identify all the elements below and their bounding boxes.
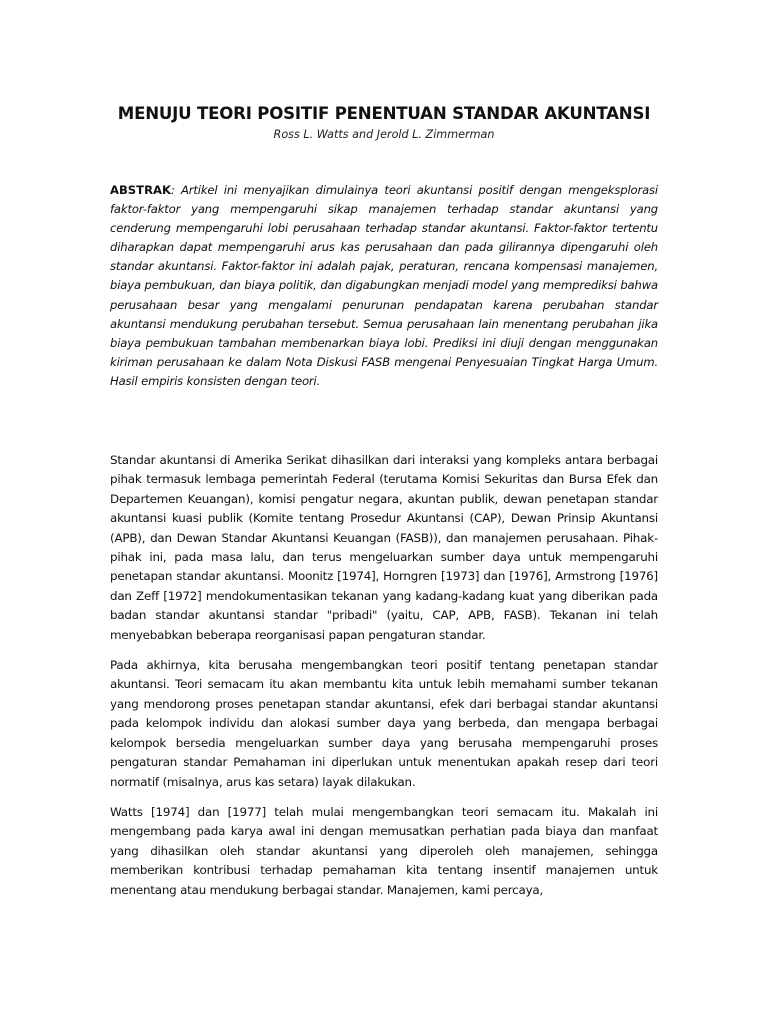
document-title: MENUJU TEORI POSITIF PENENTUAN STANDAR AKUNTANSI [117,104,651,123]
body-text [110,451,658,900]
document-authors: Ross L. Watts and Jerold L. Zimmerman [273,128,495,141]
abstract-label: ABSTRAK [110,183,171,197]
abstract-separator: : [170,183,175,197]
body-paragraph-3: Watts [1974] dan [1977] telah mulai mengembangkan teori semacam itu. Makalah ini mengembang pada karya awal ini dengan memusatkan perhatian pada biaya dan manfaat yang dihasilkan oleh standar akuntansi yang diperoleh oleh manajemen, sehingga memberikan kontribusi terhadap pemahaman kita tentang insentif manajemen untuk menentang atau mendukung berbagai standar. Manajemen, kami percaya, [110,804,658,897]
body-paragraph-1: Standar akuntansi di Amerika Serikat dihasilkan dari interaksi yang kompleks antara berbagai pihak termasuk lembaga pemerintah Federal (terutama Komisi Sekuritas dan Bursa Efek dan Departemen Keuangan), komisi pengatur negara, akuntan publik, dewan penetapan standar akuntansi kuasi publik (Komite tentang Prosedur Akuntansi (CAP), Dewan Prinsip Akuntansi (APB), dan Dewan Standar Akuntansi Keuangan (FASB)), dan manajemen perusahaan. Pihak-pihak ini, pada masa lalu, dan terus mengeluarkan sumber daya untuk mempengaruhi penetapan standar akuntansi. Moonitz [1974], Horngren [1973] dan [1976], Armstrong [1976] dan Zeff [1972] mendokumentasikan tekanan yang kadang-kadang kuat yang diberikan pada badan standar akuntansi standar "pribadi" (yaitu, CAP, APB, FASB). Tekanan ini telah menyebabkan beberapa reorganisasi papan pengaturan standar. [110,453,658,642]
abstract-text: Artikel ini menyajikan dimulainya teori akuntansi positif dengan mengeksplorasi faktor-faktor yang mempengaruhi sikap manajemen terhadap standar akuntansi yang cenderung mempengaruhi lobi perusahaan terhadap standar akuntansi. Faktor-faktor tertentu diharapkan dapat mempengaruhi arus kas perusahaan dan pada gilirannya dipengaruhi oleh standar akuntansi. Faktor-faktor ini adalah pajak, peraturan, rencana kompensasi manajemen, biaya pembukuan, dan biaya politik, dan digabungkan menjadi model yang memprediksi bahwa perusahaan besar yang mengalami penurunan pendapatan karena perubahan standar akuntansi mendukung perubahan tersebut. Semua perusahaan lain menentang perubahan jika biaya pembukuan tambahan membenarkan biaya lobi. Prediksi ini diuji dengan menggunakan kiriman perusahaan ke dalam Nota Diskusi FASB mengenai Penyesuaian Tingkat Harga Umum. Hasil empiris konsisten dengan teori. [110,183,658,388]
body-paragraph-2: Pada akhirnya, kita berusaha mengembangkan teori positif tentang penetapan standar akuntansi. Teori semacam itu akan membantu kita untuk lebih memahami sumber tekanan yang mendorong proses penetapan standar akuntansi, efek dari berbagai standar akuntansi pada kelompok individu dan alokasi sumber daya yang berbeda, dan mengapa berbagai kelompok bersedia mengeluarkan sumber daya yang berusaha mempengaruhi proses pengaturan standar Pemahaman ini diperlukan untuk menentukan apakah resep dari teori normatif (misalnya, arus kas setara) layak dilakukan. [110,658,658,789]
abstract [110,181,658,391]
